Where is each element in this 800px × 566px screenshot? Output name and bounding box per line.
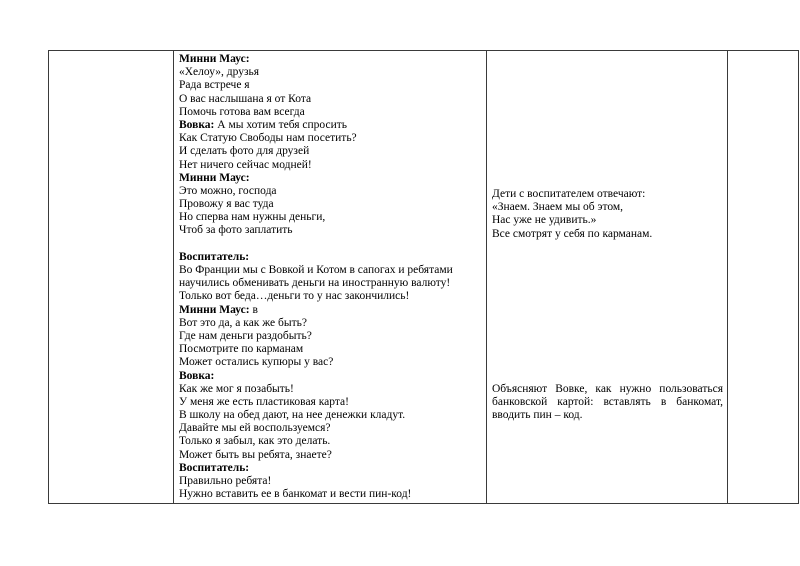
script-line: Воспитатель: [179, 461, 250, 474]
script-line: Рада встрече я [179, 79, 250, 92]
script-line: Минни Маус: [179, 171, 250, 184]
script-line: Давайте мы ей воспользуемся? [179, 422, 331, 435]
script-line: Во Франции мы с Вовкой и Котом в сапогах и ребятами [179, 264, 453, 276]
script-line [179, 238, 481, 251]
script-line: Вовка: [179, 369, 215, 382]
note-line: Нас уже не удивить.» [492, 214, 597, 227]
script-line: Помочь готова вам всегда [179, 105, 305, 118]
script-cell [174, 51, 487, 504]
script-line: Как Статую Свободы нам посетить? [179, 132, 357, 145]
script-line: Может остались купюры у вас? [179, 356, 334, 369]
note-line: Дети с воспитателем отвечают: [492, 188, 646, 200]
note-explain-card: Объясняют Вовке, как нужно пользоваться банковской картой: вставлять в банкомат, вводить пин – код. [492, 383, 723, 422]
empty-cell-right [728, 51, 799, 504]
script-line: И сделать фото для друзей [179, 145, 310, 158]
script-line: Посмотрите по карманам [179, 343, 304, 356]
script-line: научились обменивать деньги на иностранную валюту! [179, 277, 451, 290]
table-row [49, 51, 799, 504]
script-line: Только вот беда…деньги то у нас закончились! [179, 290, 410, 303]
notes-cell [487, 51, 728, 504]
script-line: О вас наслышана я от Кота [179, 92, 312, 105]
script-line: Чтоб за фото заплатить [179, 224, 293, 237]
script-line: В школу на обед дают, на нее денежки кладут. [179, 409, 406, 422]
note-children-answer [492, 188, 723, 241]
script-line: Провожу я вас туда [179, 198, 274, 211]
script-line: Минни Маус: в [179, 303, 258, 316]
note-line: Все смотрят у себя по карманам. [492, 227, 653, 240]
script-line: У меня же есть пластиковая карта! [179, 395, 349, 408]
script-line: Вовка: А мы хотим тебя спросить [179, 118, 347, 131]
empty-cell-left [49, 51, 174, 504]
script-line: Нет ничего сейчас модней! [179, 158, 312, 171]
script-line: Минни Маус: [179, 53, 250, 65]
script-line: Вот это да, а как же быть? [179, 316, 307, 329]
script-line: Нужно вставить ее в банкомат и вести пин-код! [179, 488, 412, 501]
script-line: Это можно, господа [179, 184, 277, 197]
script-line: Только я забыл, как это делать. [179, 435, 331, 448]
script-line: Может быть вы ребята, знаете? [179, 448, 332, 461]
note-line: «Знаем. Знаем мы об этом, [492, 201, 624, 214]
script-table [48, 50, 799, 504]
script-line: Воспитатель: [179, 250, 250, 263]
script-line: «Хелоу», друзья [179, 66, 260, 79]
script-line: Где нам деньги раздобыть? [179, 329, 312, 342]
script-line: Как же мог я позабыть! [179, 382, 294, 395]
script-line: Но сперва нам нужны деньги, [179, 211, 326, 224]
script-line: Правильно ребята! [179, 475, 272, 487]
